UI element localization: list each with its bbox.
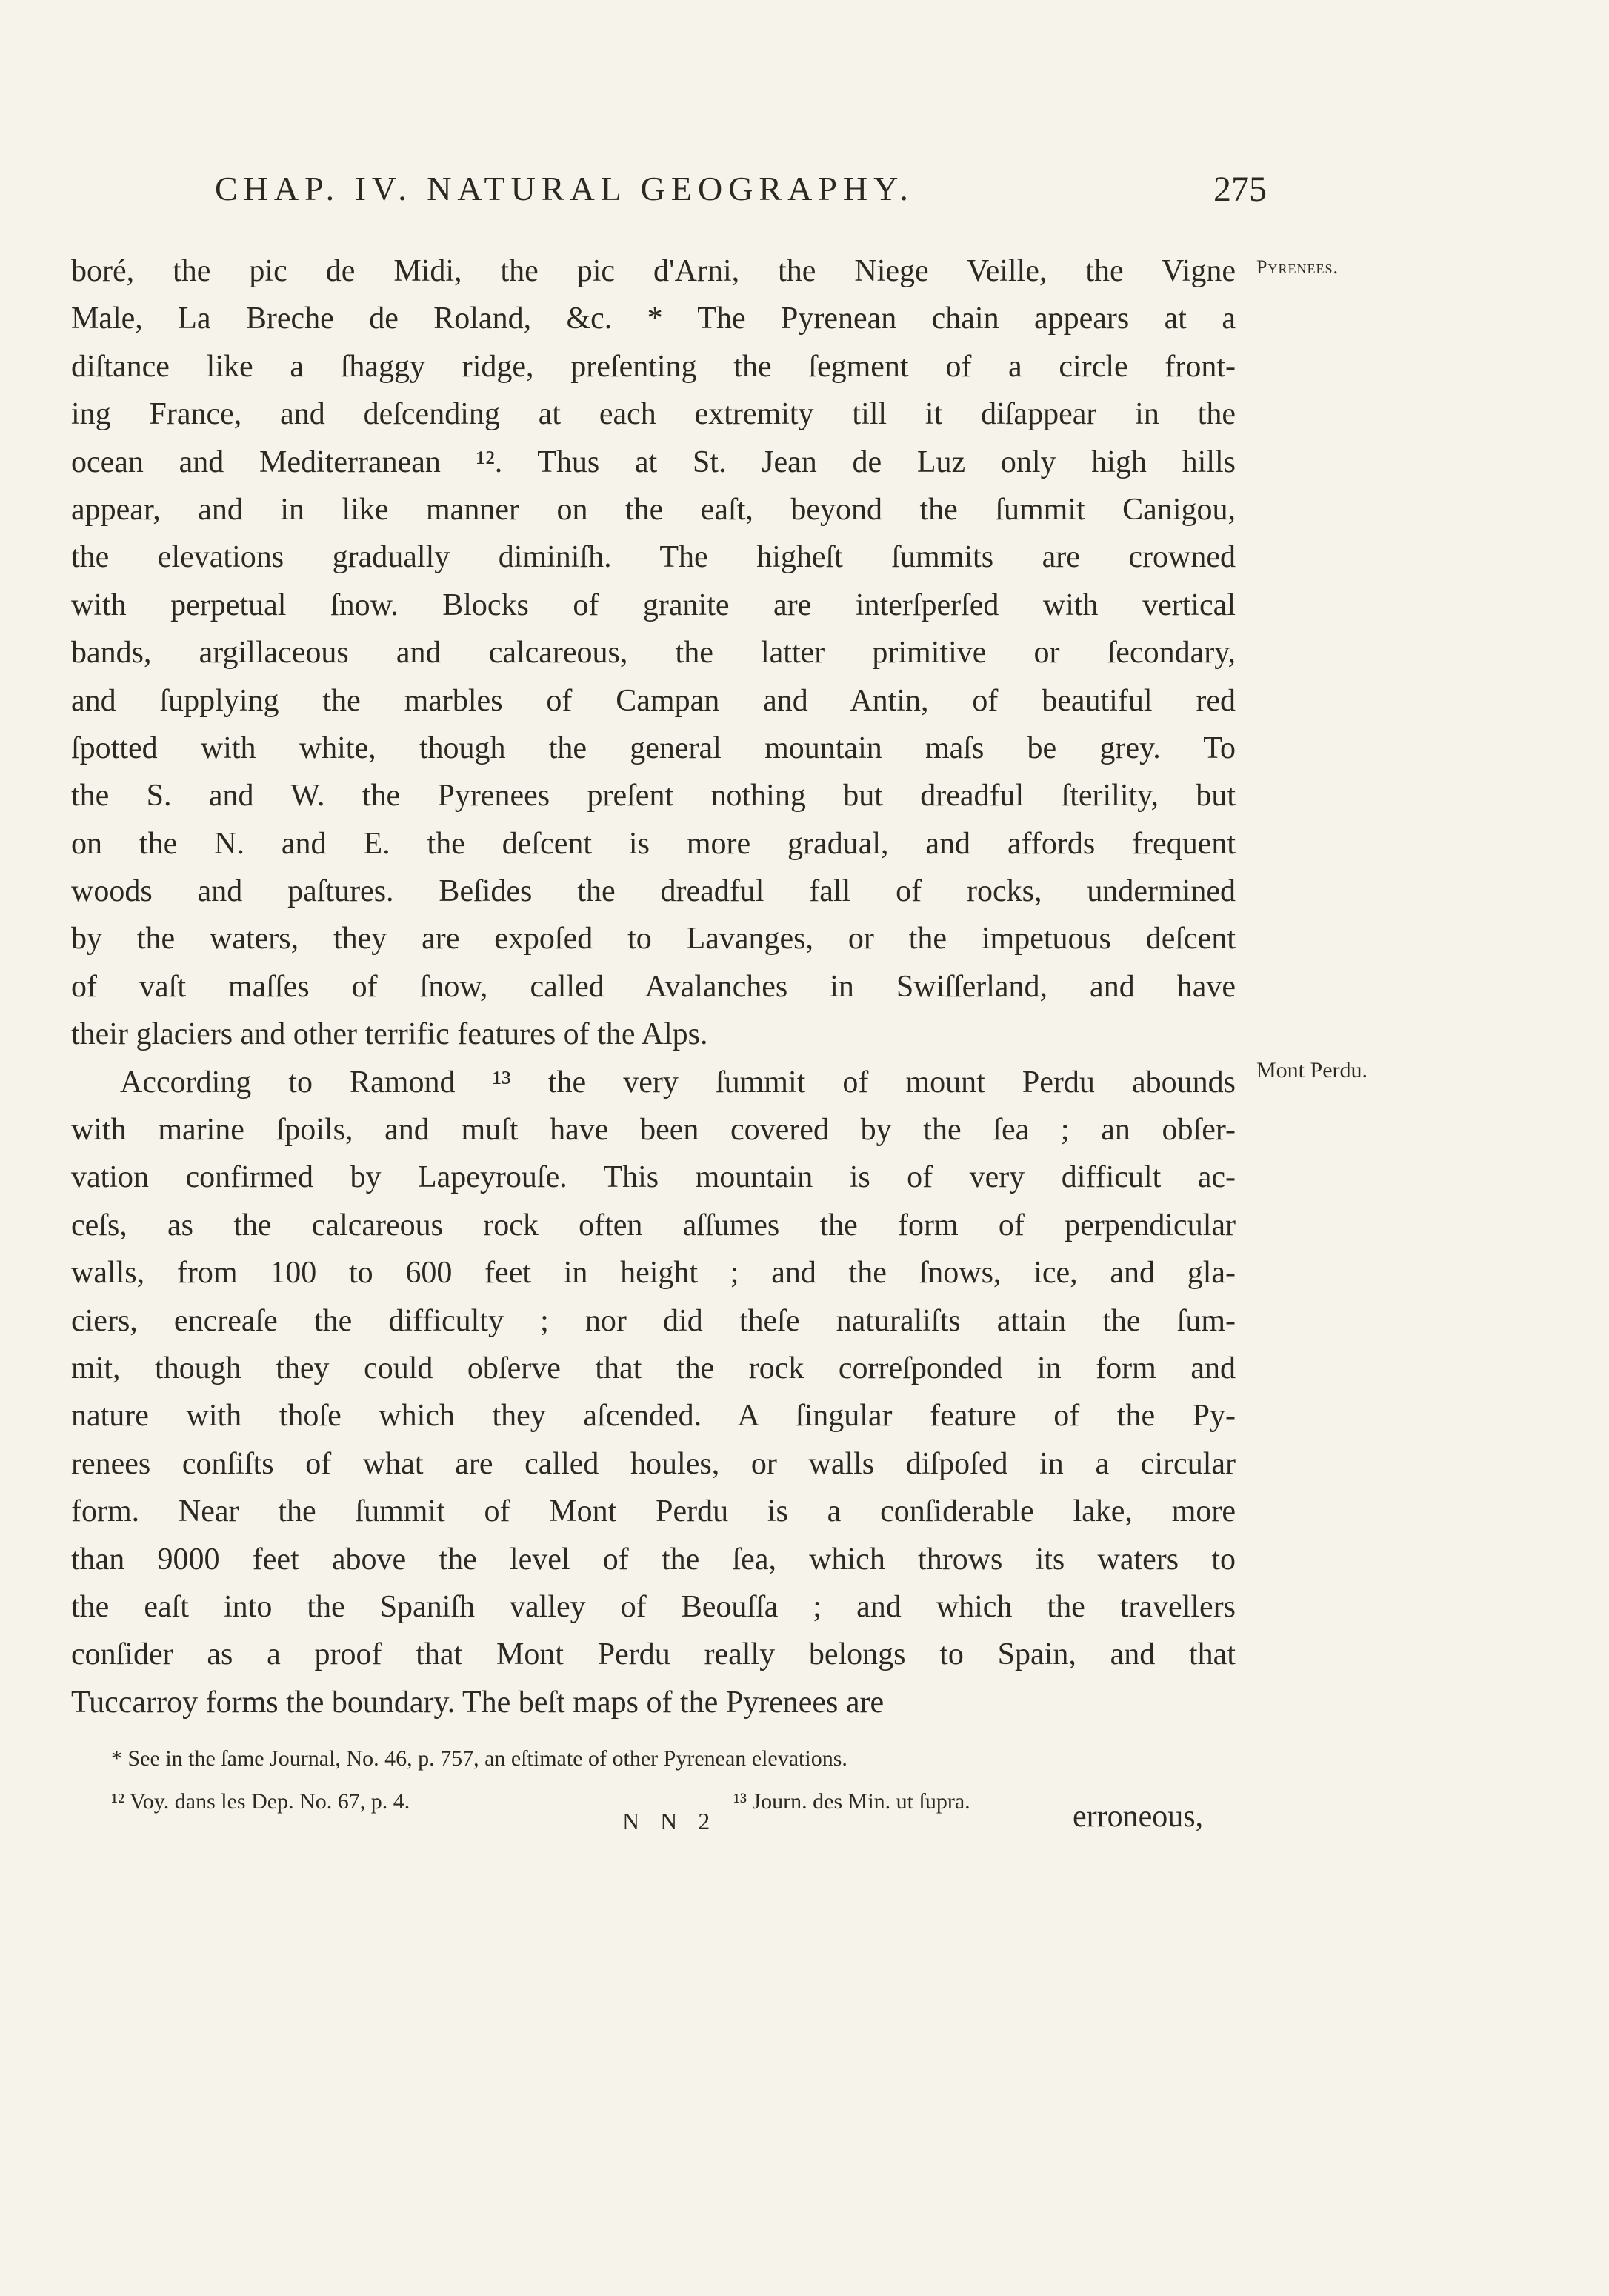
text-line: ing France, and deſcending at each extremity till it diſappear in the (71, 397, 1236, 432)
text-line: the elevations gradually diminiſh. The higheſt ſummits are crowned (71, 540, 1236, 575)
text-line: ſpotted with white, though the general mountain maſs be grey. To (71, 731, 1236, 765)
chapter-title: CHAP. IV. NATURAL GEOGRAPHY. (215, 170, 914, 207)
text-line: boré, the pic de Midi, the pic d'Arni, the Niege Veille, the Vigne (71, 254, 1236, 288)
text-line: ceſs, as the calcareous rock often aſſumes the form of perpendicular (71, 1208, 1236, 1242)
text-line: with perpetual ſnow. Blocks of granite are interſperſed with vertical (71, 588, 1236, 622)
text-line: walls, from 100 to 600 feet in height ; and the ſnows, ice, and gla- (71, 1256, 1236, 1291)
text-line: According to Ramond ¹³ the very ſummit of mount Perdu abounds (120, 1065, 1236, 1099)
footnote-12: ¹² Voy. dans les Dep. No. 67, p. 4. (111, 1789, 410, 1814)
text-line: and ſupplying the marbles of Campan and Antin, of beautiful red (71, 683, 1236, 718)
text-line: their glaciers and other terrific features of the Alps. (71, 1017, 708, 1052)
text-line: vation confirmed by Lapeyrouſe. This mountain is of very difficult ac- (71, 1160, 1236, 1195)
text-line: Male, La Breche de Roland, &c. * The Pyrenean chain appears at a (71, 302, 1236, 336)
text-line: the eaſt into the Spaniſh valley of Beouſſa ; and which the travellers (71, 1589, 1236, 1624)
signature-mark: N N 2 (622, 1808, 718, 1834)
text-line: form. Near the ſummit of Mont Perdu is a conſiderable lake, more (71, 1494, 1236, 1529)
text-line: mit, though they could obſerve that the rock correſponded in form and (71, 1351, 1236, 1385)
text-line: ocean and Mediterranean ¹². Thus at St. Jean de Luz only high hills (71, 445, 1236, 479)
running-header (215, 169, 1267, 221)
text-line: nature with thoſe which they aſcended. A ſingular feature of the Py- (71, 1399, 1236, 1434)
text-line: than 9000 feet above the level of the ſea, which throws its waters to (71, 1542, 1236, 1577)
footnote-13: ¹³ Journ. des Min. ut ſupra. (733, 1789, 970, 1814)
text-line: appear, and in like manner on the eaſt, beyond the ſummit Canigou, (71, 492, 1236, 527)
margin-note-pyrenees: Pyrenees. (1256, 256, 1339, 278)
text-line: bands, argillaceous and calcareous, the latter primitive or ſecondary, (71, 636, 1236, 671)
text-line: by the waters, they are expoſed to Lavanges, or the impetuous deſcent (71, 922, 1236, 956)
text-line: renees conſiſts of what are called houles, or walls diſpoſed in a circular (71, 1446, 1236, 1481)
footnote-star: * See in the ſame Journal, No. 46, p. 757, an eſtimate of other Pyrenean elevations. (111, 1746, 847, 1771)
margin-note-mont-perdu: Mont Perdu. (1256, 1058, 1368, 1082)
text-line: of vaſt maſſes of ſnow, called Avalanches in Swiſſerland, and have (71, 969, 1236, 1004)
text-line: with marine ſpoils, and muſt have been covered by the ſea ; an obſer- (71, 1113, 1236, 1148)
text-line: woods and paſtures. Beſides the dreadful fall of rocks, undermined (71, 874, 1236, 909)
text-line: the S. and W. the Pyrenees preſent nothing but dreadful ſterility, but (71, 779, 1236, 813)
text-line: Tuccarroy forms the boundary. The beſt maps of the Pyrenees are (71, 1685, 885, 1720)
text-line: ciers, encreaſe the difficulty ; nor did theſe naturaliſts attain the ſum- (71, 1303, 1236, 1338)
text-line: on the N. and E. the deſcent is more gradual, and affords frequent (71, 826, 1236, 861)
catchword: erroneous, (1073, 1800, 1204, 1834)
text-line: conſider as a proof that Mont Perdu really belongs to Spain, and that (71, 1637, 1236, 1672)
page-number: 275 (1213, 170, 1267, 209)
text-line: diſtance like a ſhaggy ridge, preſenting the ſegment of a circle front- (71, 349, 1236, 384)
body-text (71, 247, 1236, 1726)
